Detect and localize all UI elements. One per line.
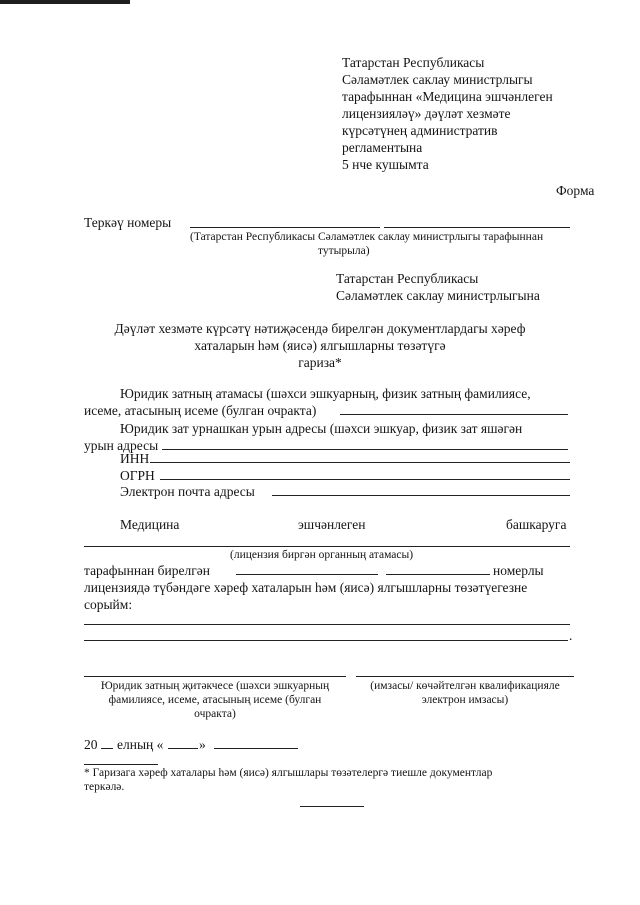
footnote-text: * Гаризага хәреф хаталары һәм (яисә) ялгышлары төзәтелергә тиешле документлар [84,767,493,779]
document-title: Дәүләт хезмәте күрсәтү нәтиҗәсендә бирелгән документлардагы хәреф [114,321,526,336]
registration-date-field[interactable] [384,227,570,228]
signature-note: (имзасы/ көчәйтелгән квалификацияле [370,680,560,692]
issued-by-label: тарафыннан бирелгән [84,563,210,578]
header-line: Сәламәтлек саклау министрлыгы [342,72,533,87]
email-field[interactable] [272,495,570,496]
footnote-separator [84,764,158,765]
ogrn-field[interactable] [160,479,570,480]
header-line: лицензияләү» дәүләт хезмәте [342,106,511,121]
applicant-name-field[interactable] [340,414,568,415]
numbered-label: номерлы [493,563,544,578]
end-rule [300,806,364,807]
document-title: хаталарын һәм (яисә) ялгышларны төзәтүгә [194,338,446,353]
form-label: Форма [556,183,595,198]
addressee-line: Сәламәтлек саклау министрлыгына [336,288,540,303]
licensing-org-field[interactable] [84,546,570,547]
medical-activity-text: Медицина [120,517,180,532]
registration-number-label: Теркәү номеры [84,215,172,230]
applicant-name-label: исеме, атасының исеме (булган очракта) [84,403,317,418]
date-quote-close: » [199,737,206,752]
ogrn-label: ОГРН [120,468,155,483]
addressee-line: Татарстан Республикасы [336,271,479,286]
date-year-field[interactable] [101,748,113,749]
period-mark: . [569,628,573,643]
date-day-field[interactable] [168,748,198,749]
head-name-note: фамилиясе, исеме, атасының исеме (булган [108,694,322,706]
header-line: тарафыннан «Медицина эшчәнлеген [342,89,553,104]
licensing-org-note: (лицензия биргән органның атамасы) [230,549,414,561]
date-month-field[interactable] [214,748,298,749]
registration-note: тутырыла) [318,245,370,257]
header-line: регламентына [342,140,423,155]
header-line: күрсәтүнең административ [342,123,498,138]
inn-label: ИНН [120,451,150,466]
medical-activity-text: эшчәнлеген [298,517,366,532]
footnote-text: теркәлә. [84,781,125,793]
inn-field[interactable] [150,462,570,463]
registration-note: (Татарстан Республикасы Сәламәтлек саклау министрлыгы тарафыннан [190,231,544,243]
license-date-field[interactable] [236,574,378,575]
request-text: сорыйм: [84,597,133,612]
signature-note: электрон имзасы) [421,694,509,706]
header-line: Татарстан Республикасы [342,55,485,70]
medical-activity-text: башкаруга [506,517,567,532]
head-name-note: Юридик затның җитәкчесе (шәхси эшкуарның [100,680,330,692]
header-line: 5 нче кушымта [342,157,429,172]
request-text: лицензиядә түбәндәге хәреф хаталарын һәм (яисә) ялгышларны төзәтүегезне [84,580,528,595]
address-field[interactable] [162,449,568,450]
date-year-label: елның « [117,737,164,752]
email-label: Электрон почта адресы [120,484,255,499]
top-border-rule [0,0,130,4]
address-label: Юридик зат урнашкан урын адресы (шәхси эшкуар, физик зат яшәгән [120,421,523,436]
date-year-prefix: 20 [84,737,98,752]
head-name-note: очракта) [194,708,236,720]
corrections-field-line[interactable] [84,624,570,625]
applicant-name-label: Юридик затның атамасы (шәхси эшкуарның, физик затның фамилиясе, [120,386,531,401]
license-number-field[interactable] [386,574,490,575]
address-label: урын адресы [84,438,159,453]
corrections-field-line[interactable] [84,640,568,641]
head-name-field[interactable] [84,676,346,677]
registration-number-field[interactable] [190,227,380,228]
signature-field[interactable] [356,676,574,677]
document-title: гариза* [298,355,342,370]
